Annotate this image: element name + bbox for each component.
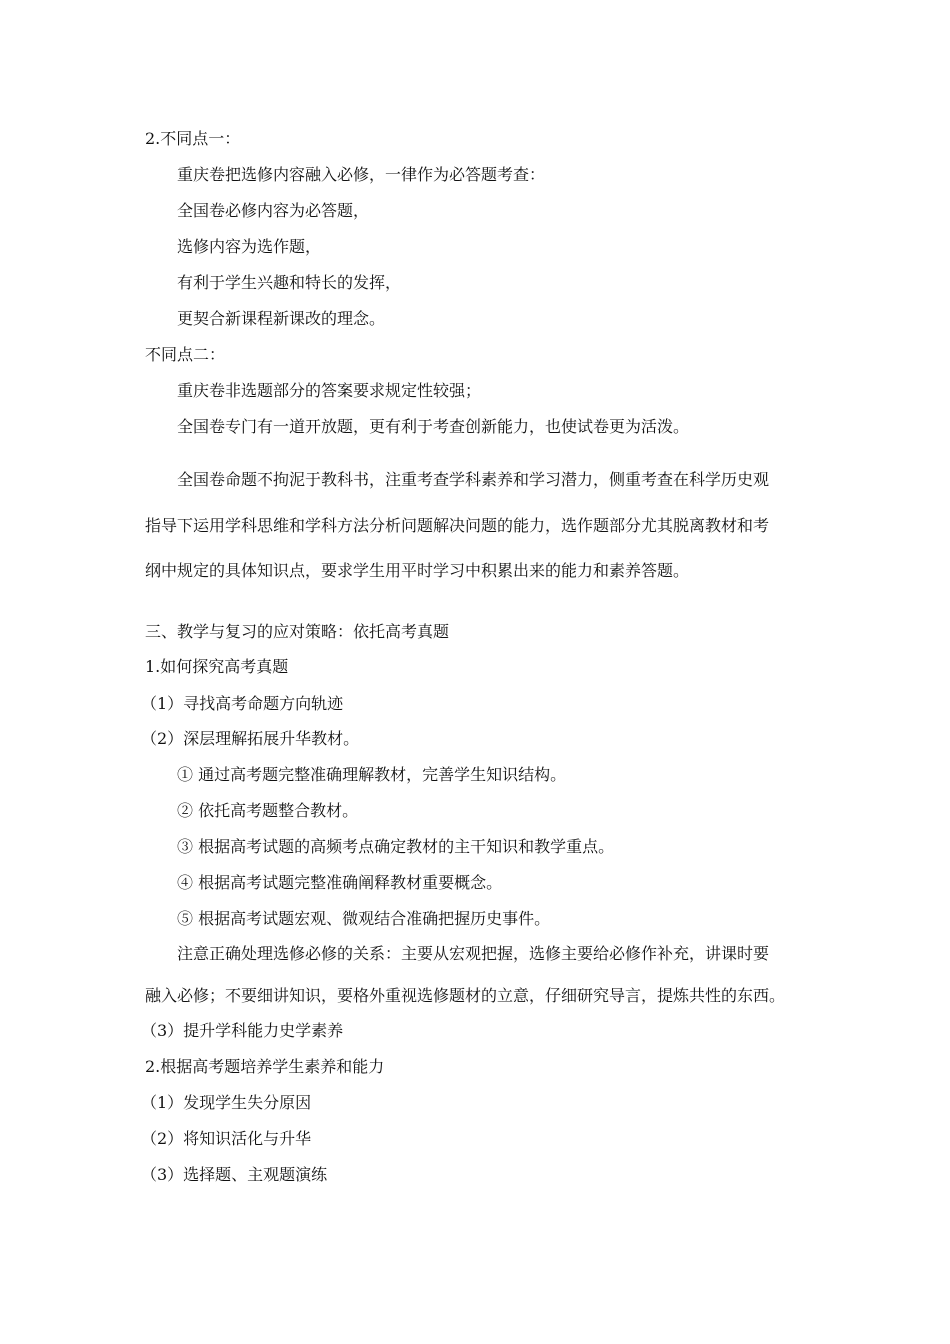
list-item: （2）将知识活化与升华 [141,1129,312,1148]
list-item: （1）发现学生失分原因 [141,1093,312,1112]
section2-heading: 不同点二： [145,345,226,364]
subheading: 1.如何探究高考真题 [145,657,289,676]
circled-item: ① 通过高考题完整准确理解教材，完善学生知识结构。 [177,765,567,784]
section1-item: 有利于学生兴趣和特长的发挥， [177,273,402,292]
circled-item: ③ 根据高考试题的高频考点确定教材的主干知识和教学重点。 [177,837,615,856]
list-item: （1）寻找高考命题方向轨迹 [141,694,344,713]
section2-item: 重庆卷非选题部分的答案要求规定性较强； [177,381,482,400]
circled-item: ④ 根据高考试题完整准确阐释教材重要概念。 [177,873,503,892]
paragraph-line: 纲中规定的具体知识点，要求学生用平时学习中积累出来的能力和素养答题。 [145,561,690,580]
circled-item: ② 依托高考题整合教材。 [177,801,359,820]
subheading: 2.根据高考题培养学生素养和能力 [145,1057,385,1076]
section1-item: 全国卷必修内容为必答题， [177,201,370,220]
paragraph-line: 全国卷命题不拘泥于教科书，注重考查学科素养和学习潜力，侧重考查在科学历史观 [177,470,770,489]
list-item: （2）深层理解拓展升华教材。 [141,729,360,748]
section2-item: 全国卷专门有一道开放题，更有利于考查创新能力，也使试卷更为活泼。 [177,417,690,436]
list-item: （3）提升学科能力史学素养 [141,1021,344,1040]
note-line: 融入必修；不要细讲知识，要格外重视选修题材的立意，仔细研究导言，提炼共性的东西。 [145,986,786,1005]
list-item: （3）选择题、主观题演练 [141,1165,328,1184]
section1-heading: 2.不同点一： [145,129,241,148]
note-line: 注意正确处理选修必修的关系：主要从宏观把握，选修主要给必修作补充，讲课时要 [177,944,770,963]
section1-item: 更契合新课程新课改的理念。 [177,309,386,328]
section1-item: 重庆卷把选修内容融入必修，一律作为必答题考查： [177,165,546,184]
section1-item: 选修内容为选作题， [177,237,322,256]
section3-heading: 三、教学与复习的应对策略：依托高考真题 [145,622,450,641]
paragraph-line: 指导下运用学科思维和学科方法分析问题解决问题的能力，选作题部分尤其脱离教材和考 [145,516,770,535]
circled-item: ⑤ 根据高考试题宏观、微观结合准确把握历史事件。 [177,909,551,928]
